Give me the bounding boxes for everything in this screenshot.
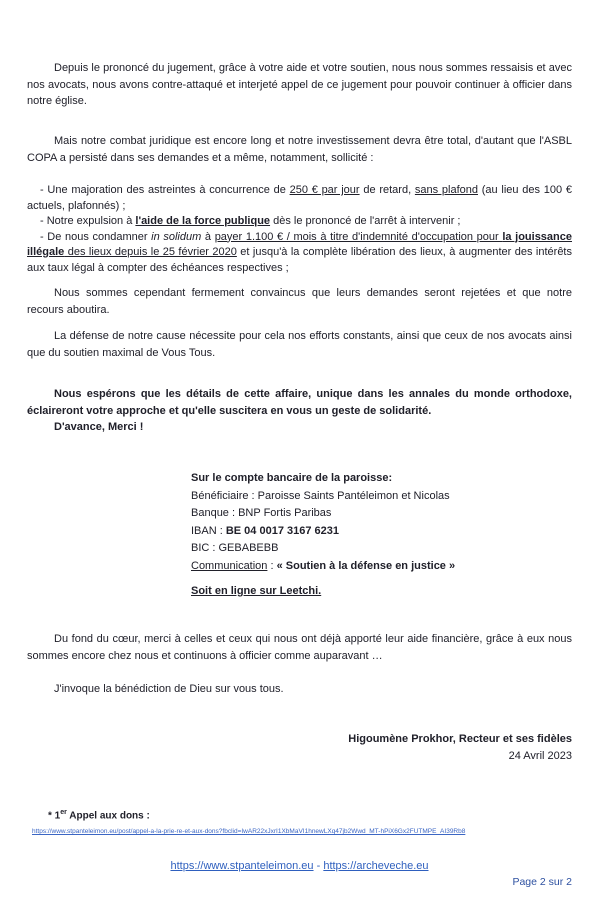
- text-run: IBAN :: [191, 524, 226, 537]
- paragraph-avance: D'avance, Merci !: [54, 421, 144, 433]
- signature-block: [27, 731, 572, 765]
- paragraph-text: Mais notre combat juridique est encore long et notre investissement devra être total, d'autant que l'ASBL COPA a persisté dans ses demandes et a même, notamment, sollicité :: [27, 135, 572, 164]
- text-run: - De nous condamner: [40, 230, 152, 243]
- bank-details-block: [191, 470, 572, 575]
- text-run: - Une majoration des astreintes à concurrence de: [40, 184, 290, 196]
- text-run: de retard,: [359, 184, 415, 196]
- bank-beneficiaire: Bénéficiaire : Paroisse Saints Pantéleimon et Nicolas: [191, 489, 450, 502]
- paragraph-text: Du fond du cœur, merci à celles et ceux qui nous ont déjà apporté leur aide financière, grâce à eux nous sommes encore chez nous et continuons à officier comme auparavant …: [27, 633, 572, 662]
- footnote-marker: [27, 806, 572, 823]
- text-run: la jouissance illégale: [27, 230, 572, 258]
- bullet-item-astreintes: [27, 183, 572, 214]
- paragraph-benediction: [27, 681, 572, 698]
- paragraph-combat: [27, 133, 572, 166]
- online-donation-line: [191, 583, 572, 600]
- bank-bic: BIC : GEBABEBB: [191, 542, 279, 554]
- bank-iban: [191, 523, 572, 541]
- page-number: Page 2 sur 2: [512, 876, 572, 888]
- text-run: payer 1.100 € / mois à titre d'indemnité d'occupation pour: [214, 230, 503, 243]
- paragraph-text: Nous sommes cependant fermement convaincus que leurs demandes seront rejetées et que notre recours aboutira.: [27, 287, 572, 316]
- signature-date: 24 Avril 2023: [508, 750, 572, 762]
- signature-name: Higoumène Prokhor, Recteur et ses fidèles: [348, 733, 572, 745]
- footnote-block: [27, 806, 572, 836]
- text-run: à: [201, 230, 215, 243]
- paragraph-defense: [27, 328, 572, 361]
- text-run: des lieux depuis le 25 février 2020: [64, 246, 237, 258]
- text-run: - Notre expulsion à: [40, 215, 136, 227]
- text-run: :: [267, 559, 277, 572]
- paragraph-merci: [27, 631, 572, 664]
- bank-communication: [191, 558, 572, 576]
- footnote-url-link[interactable]: https://www.stpanteleimon.eu/post/appel-a-la-prie-re-et-aux-dons?fbclid=IwAR22xJxrI1XbMaVI1hnewLXq47jb2Wwd_MT-hPiX6Gx2FUTMPE_AI39Rb8: [32, 828, 466, 836]
- paragraph-esperons: [27, 386, 572, 436]
- text-run: et jusqu'à la complète libération des lieux, à augmenter des intérêts aux taux légal à compter des échéances respectives ;: [27, 246, 572, 274]
- text-run: Communication: [191, 559, 268, 572]
- text-run: dès le prononcé de l'arrêt à intervenir ;: [270, 215, 461, 227]
- leetchi-line: Soit en ligne sur Leetchi.: [191, 585, 322, 597]
- text-run: (au lieu des 100 € actuels, plafonnés) ;: [27, 184, 573, 212]
- bank-banque: Banque : BNP Fortis Paribas: [191, 507, 332, 519]
- paragraph-convaincus: [27, 285, 572, 318]
- text-run: er: [60, 809, 67, 816]
- text-run: * 1: [48, 810, 61, 822]
- footer-link-archeveche[interactable]: https://archeveche.eu: [323, 860, 429, 872]
- footer-links: [27, 860, 572, 872]
- text-run: « Soutien à la défense en justice »: [276, 559, 456, 572]
- text-run: l'aide de la force publique: [135, 215, 271, 227]
- bank-title: Sur le compte bancaire de la paroisse:: [191, 472, 393, 484]
- page-content: [27, 0, 572, 900]
- text-run: in solidum: [151, 230, 202, 243]
- footer-separator: -: [313, 860, 324, 872]
- demands-bullet-list: [27, 183, 572, 276]
- paragraph-text: Nous espérons que les détails de cette affaire, unique dans les annales du monde orthodoxe, éclaireront votre approche et qu'elle suscitera en vous un geste de solidarité.: [27, 388, 572, 417]
- paragraph-intro: [27, 60, 572, 110]
- paragraph-text: J'invoque la bénédiction de Dieu sur vous tous.: [54, 683, 284, 695]
- text-run: 250 € par jour: [289, 184, 360, 196]
- bullet-item-condamner: [27, 230, 572, 277]
- text-run: BE 04 0017 3167 6231: [225, 524, 339, 537]
- text-run: Appel aux dons :: [66, 810, 150, 822]
- paragraph-text: Depuis le prononcé du jugement, grâce à votre aide et votre soutien, nous nous sommes ressaisis et avec nos avocats, nous avons contre-attaqué et interjeté appel de ce jugement pour pouvoir continuer à officier dans notre église.: [27, 62, 572, 107]
- bullet-item-expulsion: [27, 214, 572, 230]
- footer-link-stpanteleimon[interactable]: https://www.stpanteleimon.eu: [170, 860, 314, 872]
- paragraph-text: La défense de notre cause nécessite pour cela nos efforts constants, ainsi que ceux de nos avocats ainsi que du soutien maximal de Vous Tous.: [27, 330, 572, 359]
- text-run: sans plafond: [414, 184, 478, 196]
